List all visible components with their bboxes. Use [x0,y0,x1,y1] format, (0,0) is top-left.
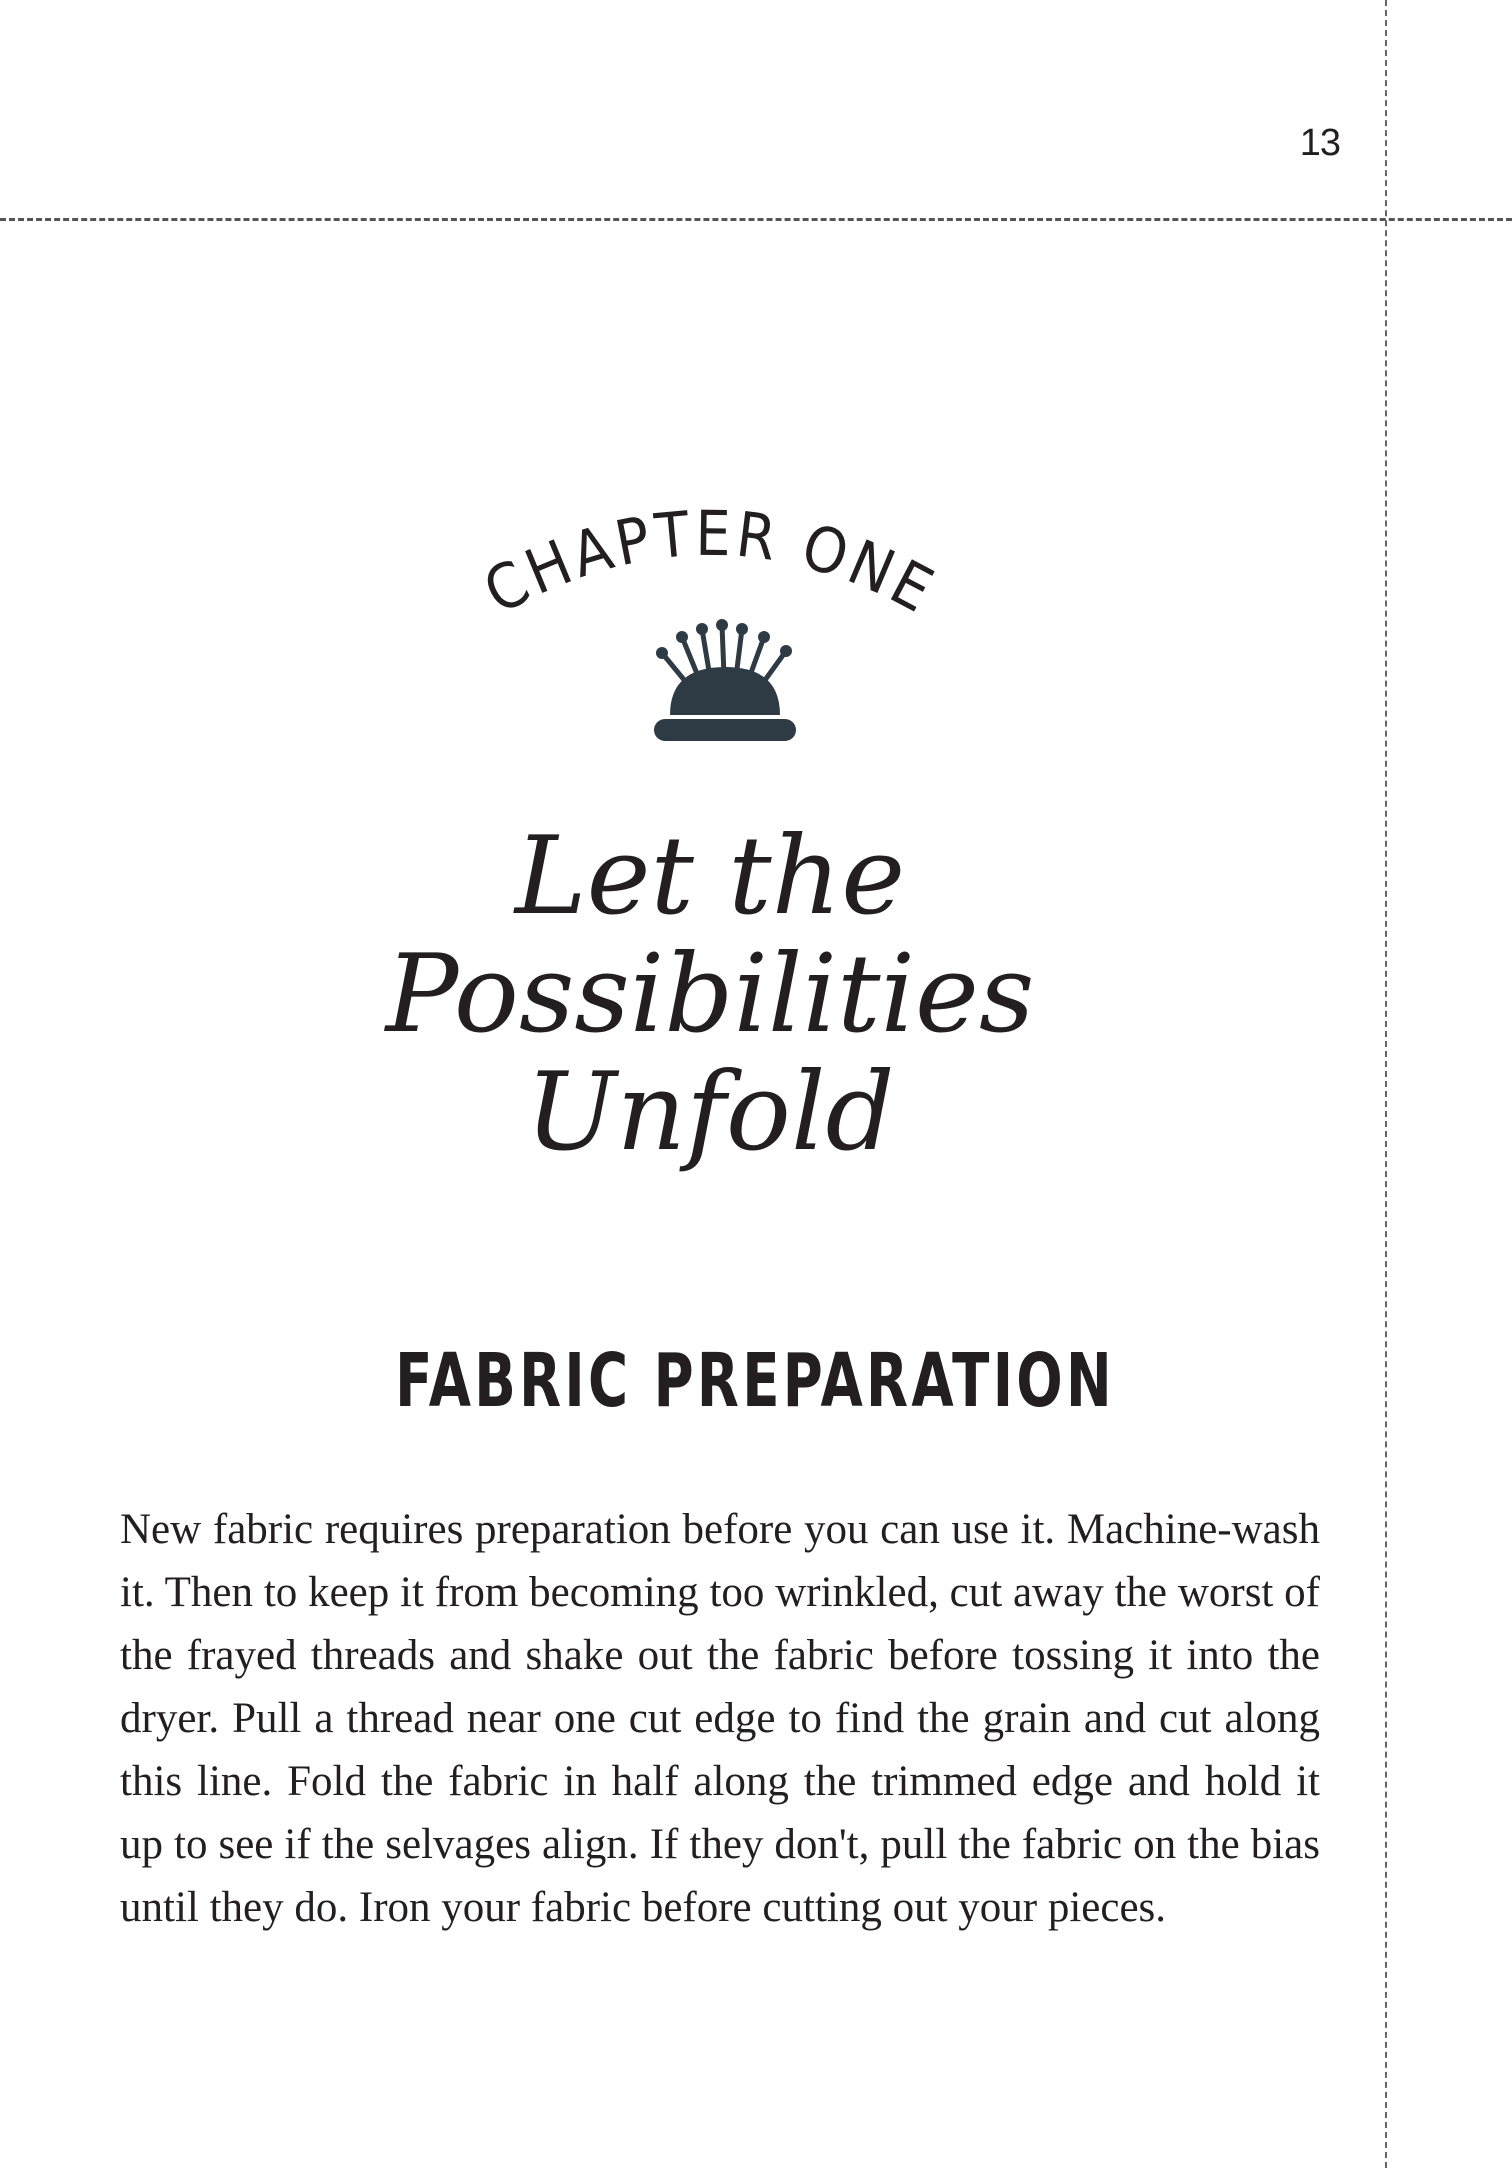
chapter-title [180,814,1240,1175]
chapter-title-line-1: Let the Possibilities [385,814,1035,1057]
section-heading: FABRIC PREPARATION [395,1338,1115,1424]
vertical-crop-guide [1385,0,1387,2168]
chapter-title-line-2: Unfold [525,1050,895,1175]
pincushion-icon [640,615,810,750]
page-number: 13 [1299,122,1340,164]
horizontal-crop-guide [0,218,1512,221]
chapter-label-text: CHAPTER ONE [472,496,948,629]
body-paragraph: New fabric requires preparation before you can use it. Machine-wash it. Then to keep it from becoming too wrinkled, cut away the worst of the frayed threads and shake out the fabric before tossing it into the dryer. Pull a thread near one cut edge to find the grain and cut along this line. Fold the fabric in half along the trimmed edge and hold it up to see if the selvages align. If they don't, pull the fabric on the bias until they do. Iron your fabric before cutting out your pieces. [120,1506,1320,1931]
svg-text:CHAPTER ONE [472,497,947,629]
